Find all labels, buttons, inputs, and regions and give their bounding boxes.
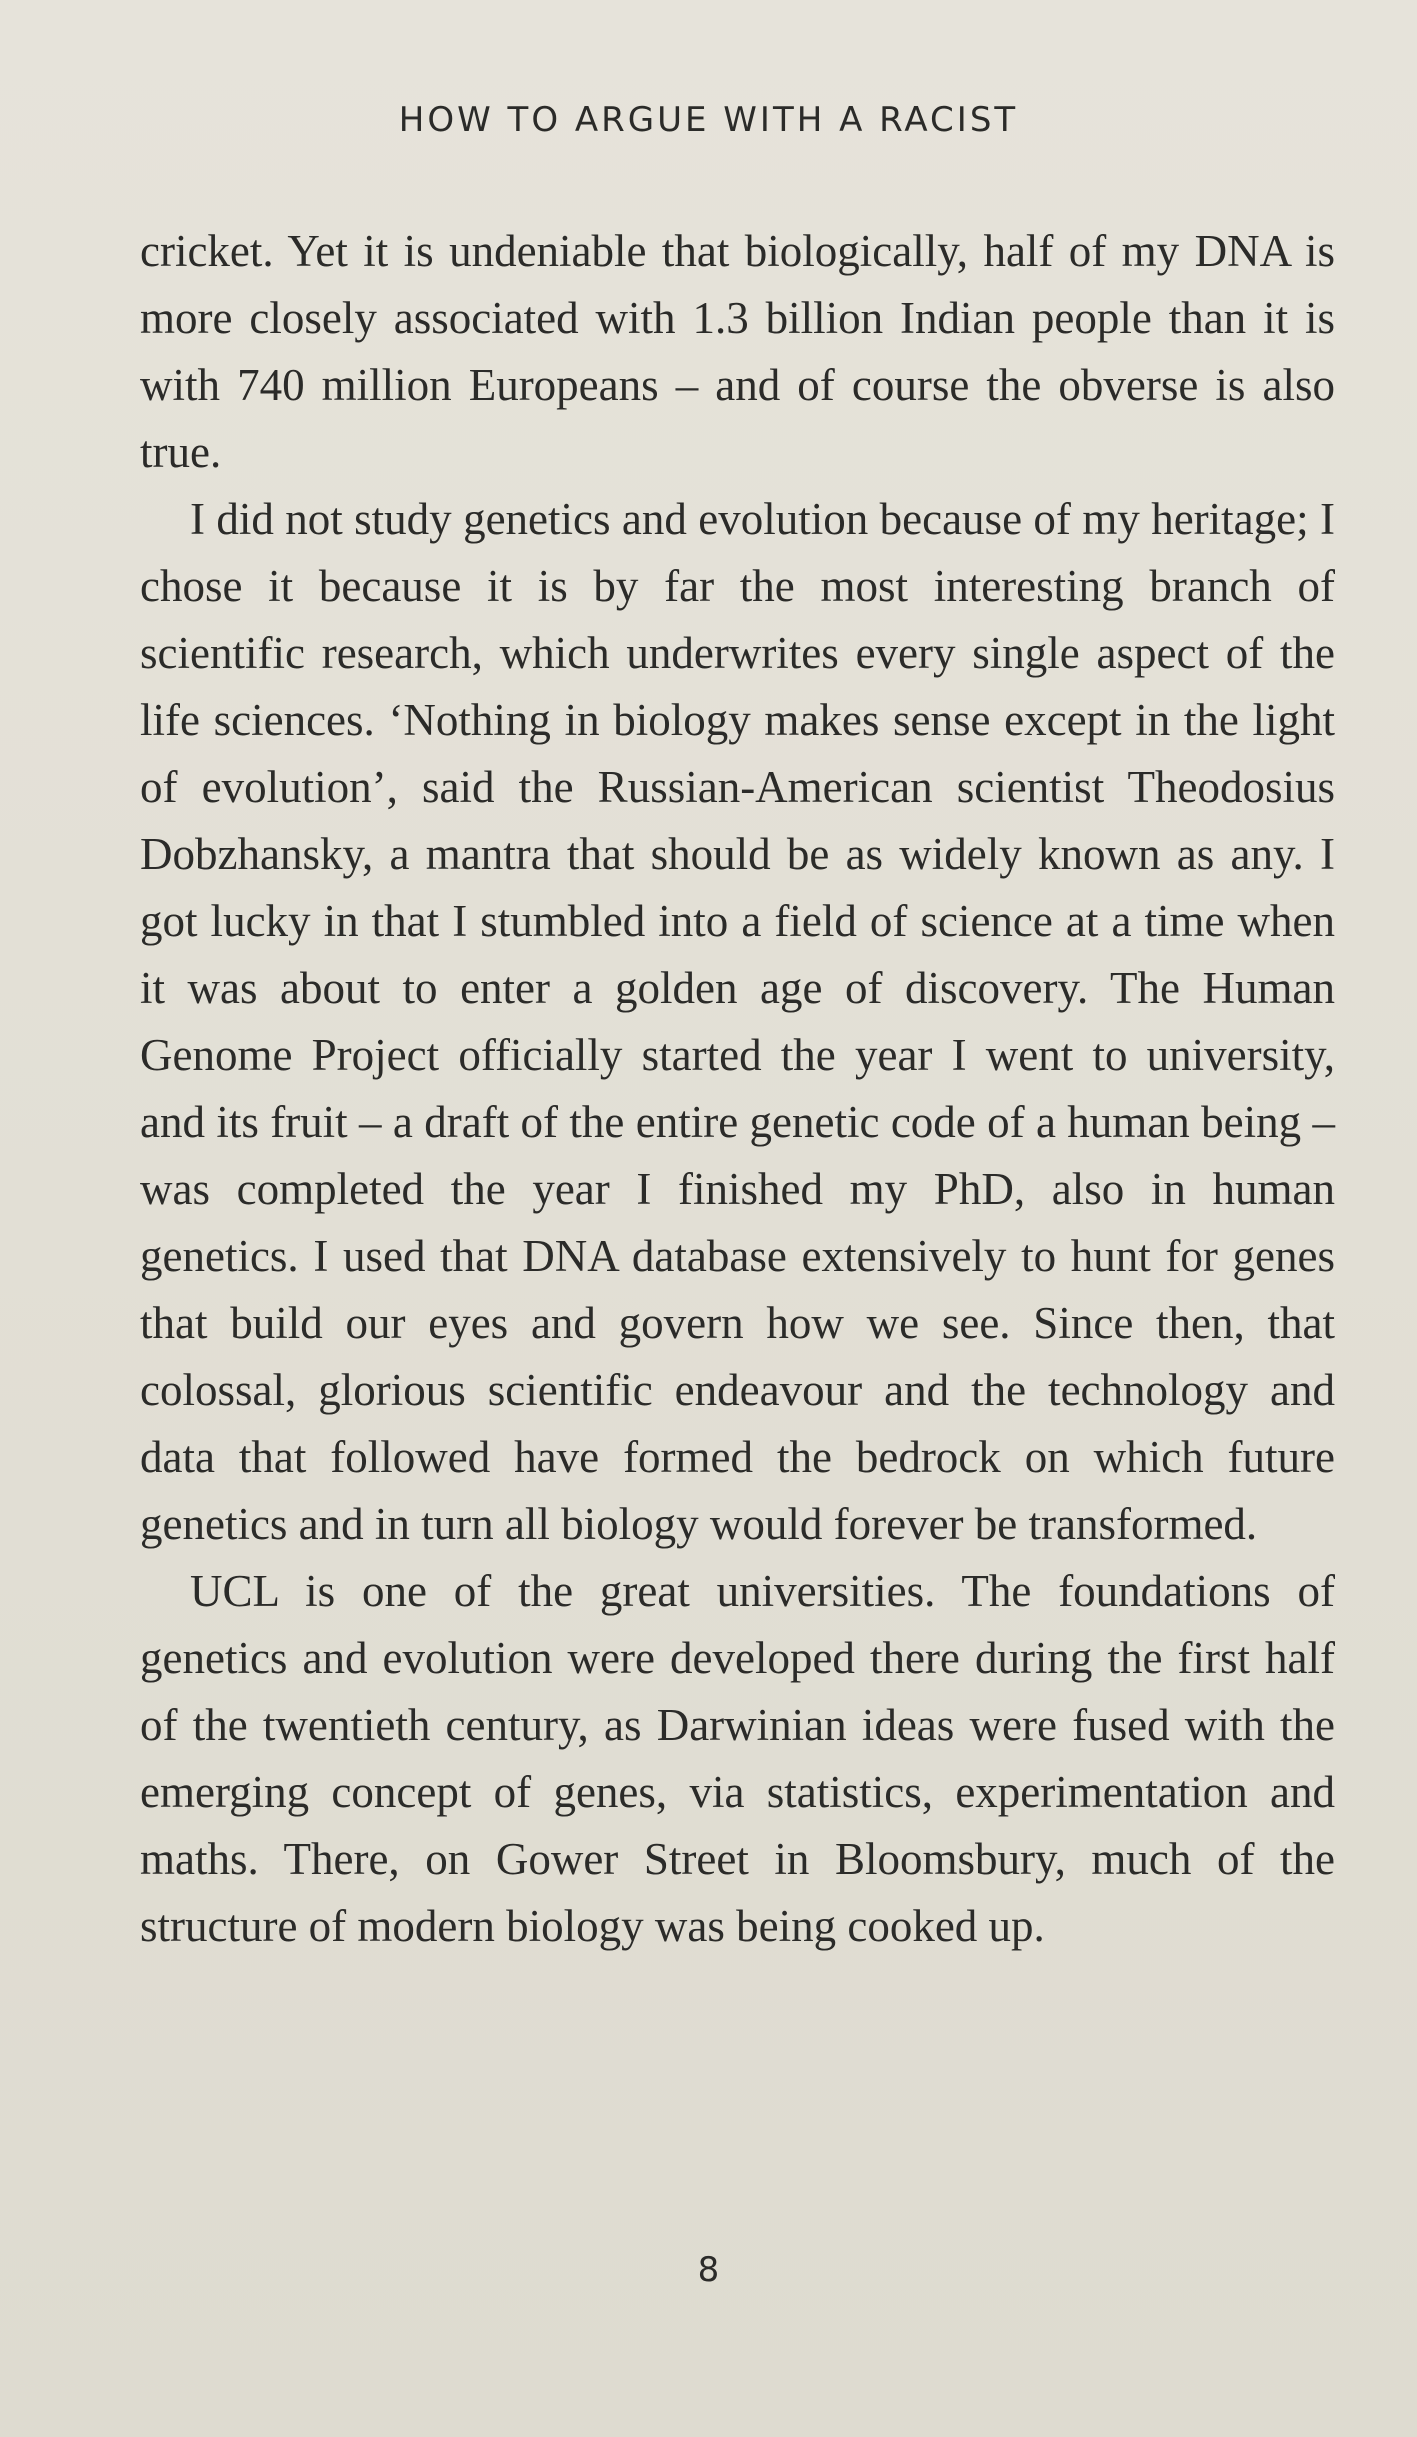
page-number: 8 (697, 2250, 720, 2290)
paragraph-genetics-career: I did not study genetics and evolution because of my heritage; I chose it because it is by far the most interesting branch of scientific research, which underwrites every single aspect of the life sciences. ‘Nothing in biology makes sense except in the light of evolution’, said the Russian-American scientist Theodosius Dobzhansky, a mantra that should be as widely known as any. I got lucky in that I stumbled into a field of science at a time when it was about to enter a golden age of discovery. The Human Genome Project officially started the year I went to university, and its fruit – a draft of the entire genetic code of a human being – was completed the year I finished my PhD, also in human genetics. I used that DNA database extensively to hunt for genes that build our eyes and govern how we see. Since then, that colossal, glorious scientific endeavour and the technology and data that followed have formed the bedrock on which future genetics and in turn all biology would forever be transformed. (140, 494, 1335, 1549)
running-head: HOW TO ARGUE WITH A RACIST (398, 100, 1019, 140)
paragraph-continued: cricket. Yet it is undeniable that biologically, half of my DNA is more closely associated with 1.3 billion Indian people than it is with 740 million Europeans – and of course the obverse is also true. (140, 226, 1335, 477)
body-text (140, 218, 1335, 1960)
paragraph-ucl: UCL is one of the great universities. The foundations of genetics and evolution were developed there during the first half of the twentieth century, as Darwinian ideas were fused with the emerging concept of genes, via statistics, experimentation and maths. There, on Gower Street in Bloomsbury, much of the structure of modern biology was being cooked up. (140, 1566, 1335, 1951)
